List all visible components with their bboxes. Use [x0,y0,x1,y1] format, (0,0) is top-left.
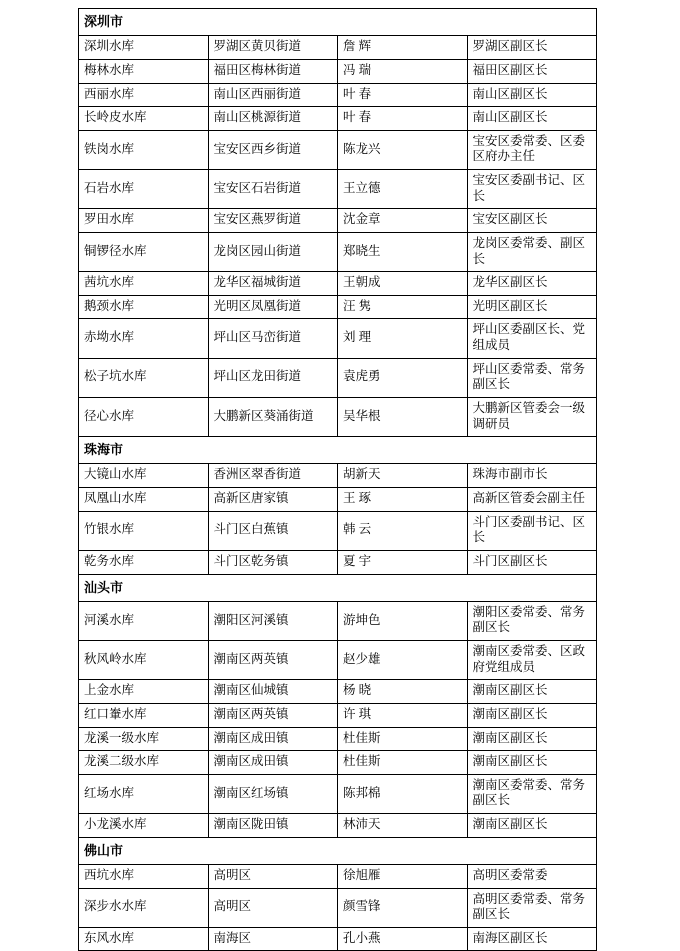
reservoir-name: 小龙溪水库 [79,814,209,838]
table-row [79,927,597,951]
city-name: 深圳市 [79,9,597,36]
reservoir-name: 东风水库 [79,927,209,951]
location: 潮南区红场镇 [208,774,338,813]
table-row [79,272,597,296]
reservoir-name: 鹅颈水库 [79,295,209,319]
table-row [79,488,597,512]
location: 大鹏新区葵涌街道 [208,397,338,436]
reservoir-name: 长岭皮水库 [79,107,209,131]
person-title: 福田区副区长 [467,59,597,83]
location: 龙岗区园山街道 [208,232,338,271]
person-name: 杨 晓 [338,680,468,704]
reservoir-name: 径心水库 [79,397,209,436]
reservoir-name: 竹银水库 [79,511,209,550]
location: 高明区 [208,888,338,927]
person-title: 高明区委常委 [467,864,597,888]
location: 南山区西丽街道 [208,83,338,107]
table-row [79,170,597,209]
person-title: 南海区副区长 [467,927,597,951]
location: 宝安区燕罗街道 [208,209,338,233]
location: 潮阳区河溪镇 [208,601,338,640]
location: 龙华区福城街道 [208,272,338,296]
person-title: 罗湖区副区长 [467,36,597,60]
reservoir-name: 红口輋水库 [79,703,209,727]
person-name: 袁虎勇 [338,358,468,397]
table-row [79,550,597,574]
location: 福田区梅林街道 [208,59,338,83]
person-name: 刘 理 [338,319,468,358]
person-title: 高明区委常委、常务副区长 [467,888,597,927]
location: 潮南区成田镇 [208,751,338,775]
reservoir-name: 龙溪一级水库 [79,727,209,751]
person-name: 夏 宇 [338,550,468,574]
person-title: 斗门区副区长 [467,550,597,574]
reservoir-name: 秋风岭水库 [79,641,209,680]
location: 坪山区龙田街道 [208,358,338,397]
person-title: 潮南区副区长 [467,727,597,751]
person-name: 徐旭雁 [338,864,468,888]
location: 潮南区成田镇 [208,727,338,751]
person-name: 杜佳斯 [338,727,468,751]
person-title: 高新区管委会副主任 [467,488,597,512]
reservoir-name: 红场水库 [79,774,209,813]
table-row [79,358,597,397]
location: 南山区桃源街道 [208,107,338,131]
location: 南海区 [208,927,338,951]
reservoir-name: 赤坳水库 [79,319,209,358]
table-row [79,751,597,775]
table-row [79,319,597,358]
person-title: 潮南区委常委、常务副区长 [467,774,597,813]
location: 宝安区西乡街道 [208,130,338,169]
person-name: 颜雪锋 [338,888,468,927]
reservoir-name: 铁岗水库 [79,130,209,169]
table-row [79,774,597,813]
person-name: 韩 云 [338,511,468,550]
location: 潮南区两英镇 [208,641,338,680]
person-name: 叶 春 [338,107,468,131]
reservoir-responsibility-table [78,8,597,951]
city-name: 汕头市 [79,574,597,601]
reservoir-name: 松子坑水库 [79,358,209,397]
reservoir-name: 西丽水库 [79,83,209,107]
table-row [79,727,597,751]
person-name: 王立德 [338,170,468,209]
location: 潮南区两英镇 [208,703,338,727]
person-name: 许 琪 [338,703,468,727]
location: 宝安区石岩街道 [208,170,338,209]
table-row [79,397,597,436]
reservoir-name: 石岩水库 [79,170,209,209]
city-header-row [79,837,597,864]
reservoir-name: 茜坑水库 [79,272,209,296]
person-name: 游坤色 [338,601,468,640]
location: 斗门区白蕉镇 [208,511,338,550]
person-name: 王 琢 [338,488,468,512]
person-title: 南山区副区长 [467,83,597,107]
person-title: 宝安区委常委、区委区府办主任 [467,130,597,169]
table-row [79,888,597,927]
table-row [79,680,597,704]
table-row [79,107,597,131]
reservoir-name: 乾务水库 [79,550,209,574]
table-row [79,130,597,169]
person-title: 龙岗区委常委、副区长 [467,232,597,271]
person-title: 大鹏新区管委会一级调研员 [467,397,597,436]
table-row [79,814,597,838]
person-name: 林沛天 [338,814,468,838]
table-row [79,209,597,233]
person-title: 宝安区委副书记、区长 [467,170,597,209]
city-header-row [79,9,597,36]
person-name: 陈龙兴 [338,130,468,169]
person-name: 陈邦棉 [338,774,468,813]
location: 斗门区乾务镇 [208,550,338,574]
table-row [79,864,597,888]
person-name: 赵少雄 [338,641,468,680]
location: 高新区唐家镇 [208,488,338,512]
reservoir-name: 铜锣径水库 [79,232,209,271]
city-name: 佛山市 [79,837,597,864]
reservoir-name: 深步水水库 [79,888,209,927]
table-row [79,36,597,60]
person-title: 宝安区副区长 [467,209,597,233]
person-name: 杜佳斯 [338,751,468,775]
person-title: 潮南区副区长 [467,680,597,704]
reservoir-name: 西坑水库 [79,864,209,888]
person-title: 潮南区委常委、区政府党组成员 [467,641,597,680]
table-body [79,9,597,951]
location: 高明区 [208,864,338,888]
location: 香洲区翠香街道 [208,464,338,488]
table-row [79,464,597,488]
table-row [79,59,597,83]
person-title: 斗门区委副书记、区长 [467,511,597,550]
city-header-row [79,574,597,601]
person-name: 冯 瑞 [338,59,468,83]
table-row [79,232,597,271]
table-row [79,641,597,680]
reservoir-name: 梅林水库 [79,59,209,83]
table-row [79,83,597,107]
table-row [79,601,597,640]
person-title: 坪山区委常委、常务副区长 [467,358,597,397]
city-name: 珠海市 [79,437,597,464]
person-name: 胡新天 [338,464,468,488]
person-name: 沈金章 [338,209,468,233]
reservoir-name: 深圳水库 [79,36,209,60]
reservoir-name: 罗田水库 [79,209,209,233]
location: 罗湖区黄贝街道 [208,36,338,60]
table-row [79,703,597,727]
location: 潮南区仙城镇 [208,680,338,704]
location: 潮南区陇田镇 [208,814,338,838]
city-header-row [79,437,597,464]
person-title: 潮阳区委常委、常务副区长 [467,601,597,640]
person-title: 光明区副区长 [467,295,597,319]
person-name: 汪 隽 [338,295,468,319]
location: 光明区凤凰街道 [208,295,338,319]
reservoir-name: 大镜山水库 [79,464,209,488]
person-title: 坪山区委副区长、党组成员 [467,319,597,358]
reservoir-name: 上金水库 [79,680,209,704]
person-name: 孔小燕 [338,927,468,951]
table-row [79,295,597,319]
person-name: 王朝成 [338,272,468,296]
reservoir-name: 河溪水库 [79,601,209,640]
person-title: 龙华区副区长 [467,272,597,296]
person-name: 郑晓生 [338,232,468,271]
person-title: 潮南区副区长 [467,751,597,775]
location: 坪山区马峦街道 [208,319,338,358]
reservoir-name: 凤凰山水库 [79,488,209,512]
table-row [79,511,597,550]
person-name: 吴华根 [338,397,468,436]
reservoir-name: 龙溪二级水库 [79,751,209,775]
person-title: 潮南区副区长 [467,814,597,838]
person-name: 叶 春 [338,83,468,107]
person-title: 南山区副区长 [467,107,597,131]
person-name: 詹 辉 [338,36,468,60]
person-title: 珠海市副市长 [467,464,597,488]
person-title: 潮南区副区长 [467,703,597,727]
